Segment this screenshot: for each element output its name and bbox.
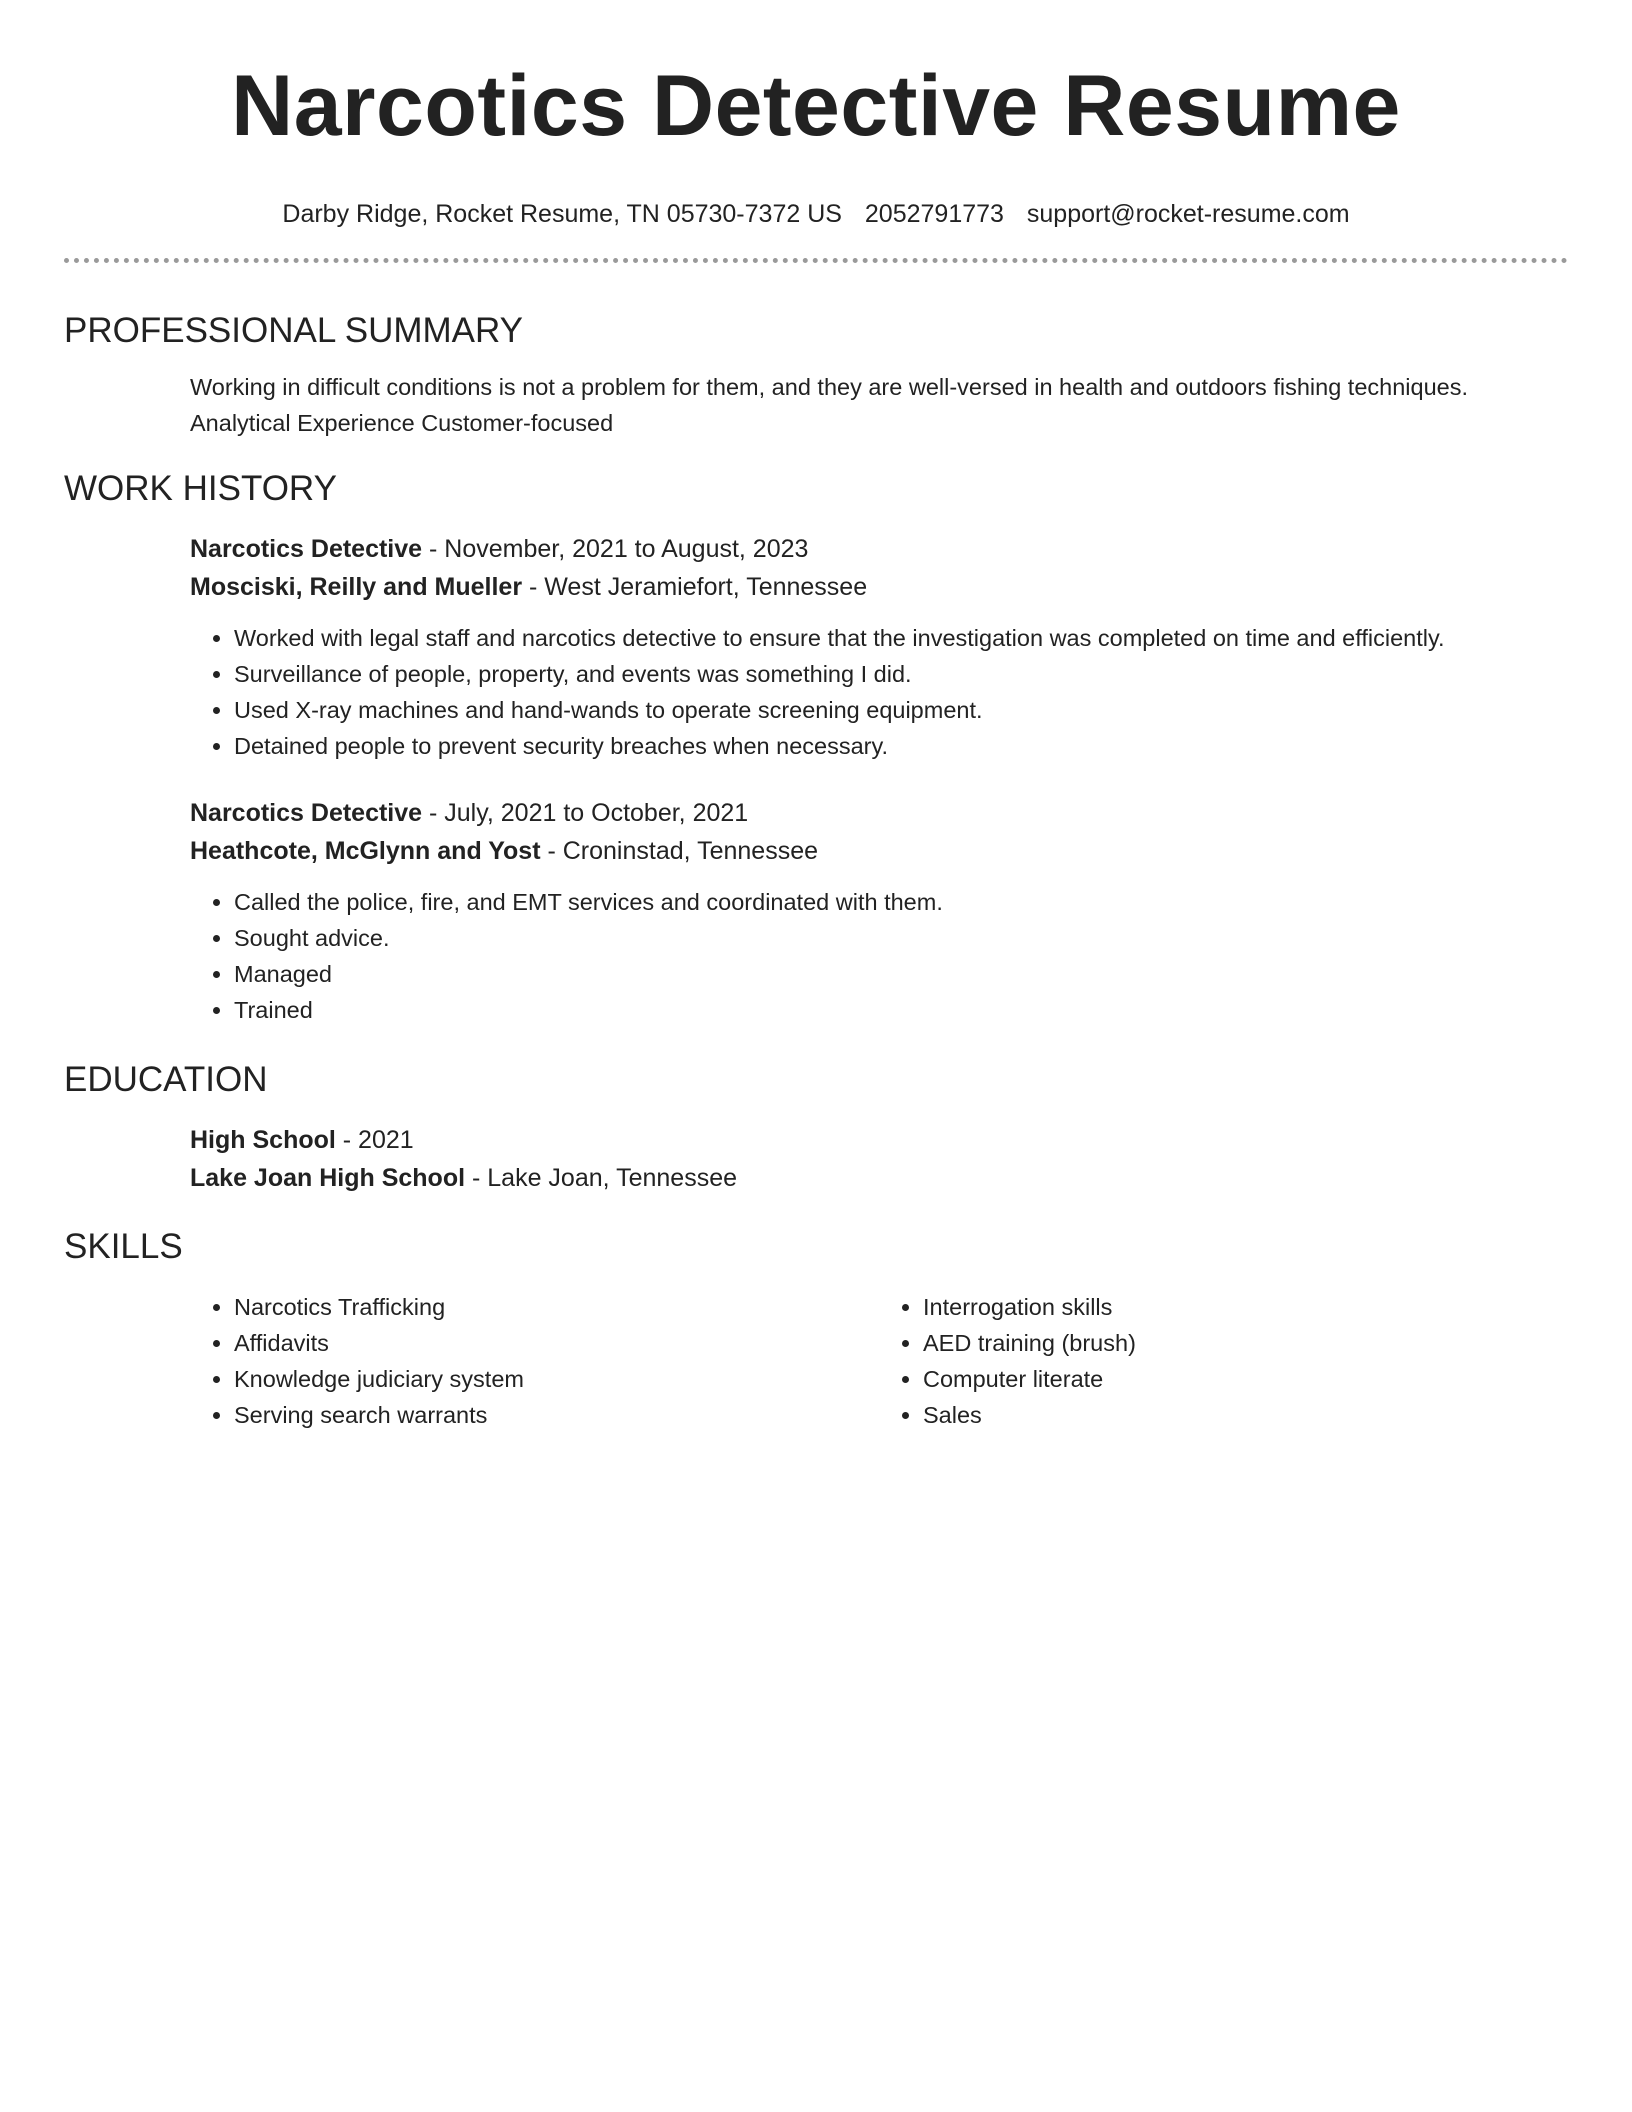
job-location: - Croninstad, Tennessee [540, 837, 819, 865]
school-line [190, 1159, 1568, 1197]
graduation-year: - 2021 [335, 1126, 414, 1154]
skill-item: • Knowledge judiciary system [234, 1361, 879, 1397]
job-company: Heathcote, McGlynn and Yost [190, 837, 541, 865]
job-bullets [190, 884, 1568, 1028]
resume-title: Narcotics Detective Resume [231, 58, 1401, 154]
job-entry [190, 794, 1568, 1028]
list-item: • Managed [234, 956, 1568, 992]
job-entry [190, 530, 1568, 764]
skill-item: • Narcotics Trafficking [234, 1289, 879, 1325]
summary-heading: PROFESSIONAL SUMMARY [64, 311, 523, 350]
skill-item: • Computer literate [923, 1361, 1568, 1397]
skill-item: • Interrogation skills [923, 1289, 1568, 1325]
contact-address: Darby Ridge, Rocket Resume, TN 05730-7372 US [282, 200, 842, 228]
header-divider [64, 258, 1568, 263]
skill-item: • AED training (brush) [923, 1325, 1568, 1361]
school-location: - Lake Joan, Tennessee [465, 1164, 738, 1192]
list-item: • Sought advice. [234, 920, 1568, 956]
summary-text: Working in difficult conditions is not a problem for them, and they are well-versed in health and outdoors fishing techniques. Analytical Experience Customer-focused [190, 374, 1468, 436]
skills-column-right [879, 1289, 1568, 1433]
skills-heading: SKILLS [64, 1227, 183, 1266]
contact-line [64, 198, 1568, 230]
school-name: Lake Joan High School [190, 1164, 466, 1192]
work-section [64, 467, 1568, 1028]
job-location: - West Jeramiefort, Tennessee [522, 573, 868, 601]
job-company-line [190, 832, 1568, 870]
job-title-line [190, 794, 1568, 832]
contact-phone: 2052791773 [864, 200, 1004, 228]
list-item: • Called the police, fire, and EMT services and coordinated with them. [234, 884, 1568, 920]
skill-item: • Sales [923, 1397, 1568, 1433]
job-title: Narcotics Detective [190, 799, 423, 827]
job-title: Narcotics Detective [190, 535, 423, 563]
job-dates: - November, 2021 to August, 2023 [422, 535, 809, 563]
job-bullets [190, 620, 1568, 764]
skill-item: • Affidavits [234, 1325, 879, 1361]
skills-section [64, 1225, 1568, 1433]
job-title-line [190, 530, 1568, 568]
list-item: • Detained people to prevent security breaches when necessary. [234, 728, 1568, 764]
degree: High School [190, 1126, 336, 1154]
resume-page [64, 0, 1568, 1433]
degree-line [190, 1121, 1568, 1159]
list-item: • Trained [234, 992, 1568, 1028]
work-heading: WORK HISTORY [64, 469, 337, 508]
list-item: • Worked with legal staff and narcotics detective to ensure that the investigation was completed on time and efficiently. [234, 620, 1568, 656]
skill-item: • Serving search warrants [234, 1397, 879, 1433]
list-item: • Surveillance of people, property, and events was something I did. [234, 656, 1568, 692]
skills-grid [190, 1289, 1568, 1433]
job-company-line [190, 568, 1568, 606]
job-company: Mosciski, Reilly and Mueller [190, 573, 523, 601]
education-section [64, 1058, 1568, 1197]
contact-email: support@rocket-resume.com [1026, 200, 1350, 228]
education-heading: EDUCATION [64, 1060, 268, 1099]
summary-section [64, 309, 1568, 441]
skills-column-left [190, 1289, 879, 1433]
education-entry [190, 1121, 1568, 1197]
list-item: • Used X-ray machines and hand-wands to operate screening equipment. [234, 692, 1568, 728]
job-dates: - July, 2021 to October, 2021 [422, 799, 749, 827]
